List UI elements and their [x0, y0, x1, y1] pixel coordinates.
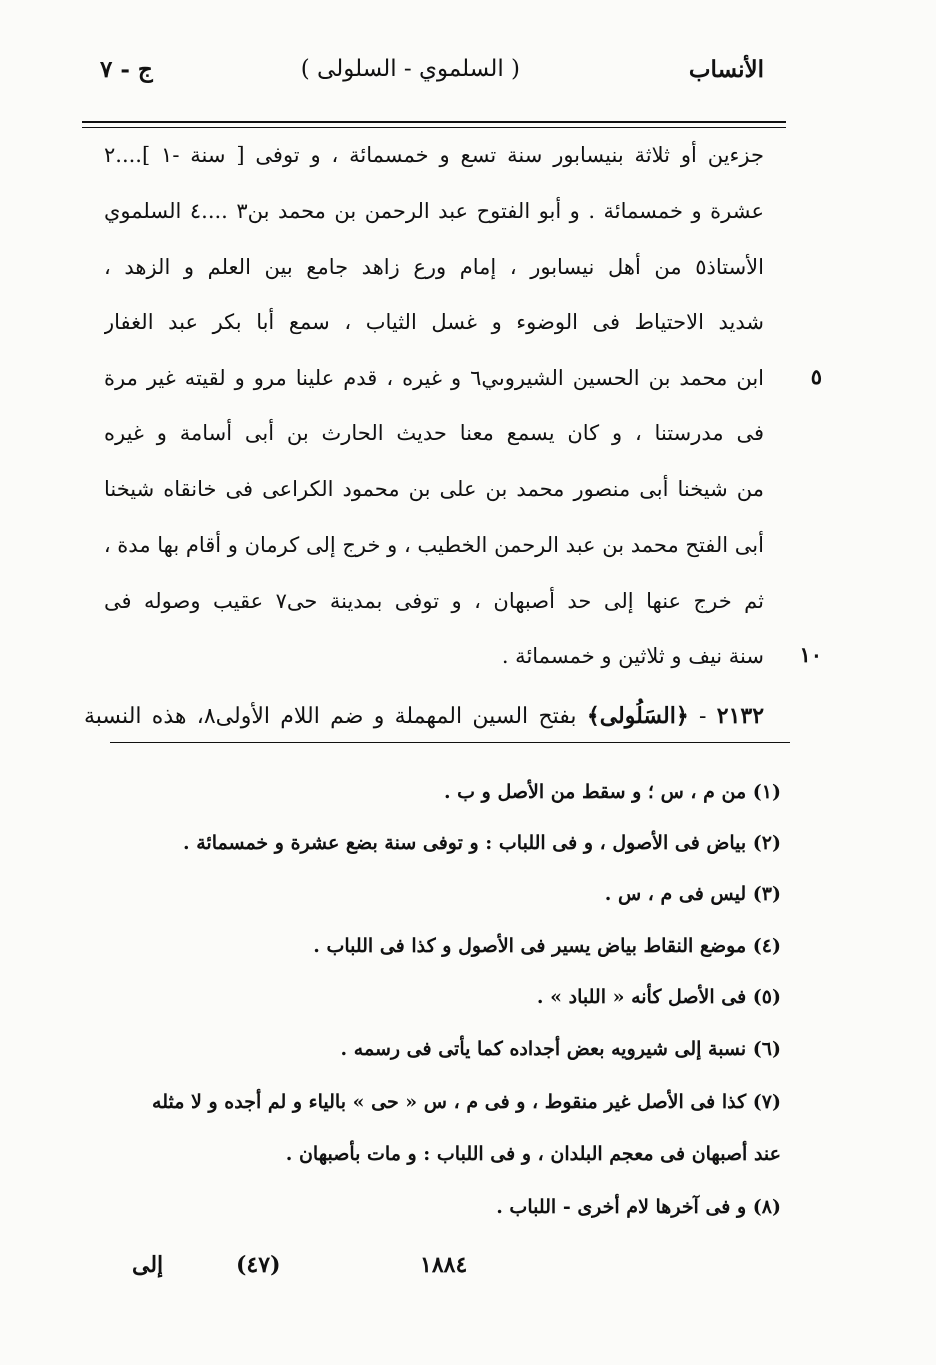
- entry-number: ٢١٣٢: [716, 703, 765, 729]
- volume-label: ج - ٧: [100, 56, 153, 83]
- footnote: (١) من م ، س ؛ و سقط من الأصل و ب .: [443, 781, 781, 803]
- body-line: ابن محمد بن الحسين الشيروىي٦ و غيره ، قدم علينا مرو و لقيته غير مرة: [104, 366, 764, 390]
- running-title: الأنساب: [688, 56, 764, 83]
- body-line: ثم خرج عنها إلى حد أصبهان ، و توفى بمدينة حى٧ عقيب وصوله فى: [104, 589, 764, 613]
- line-number: ١٠: [799, 642, 822, 667]
- footnote: (٣) ليس فى م ، س .: [604, 883, 781, 905]
- footnote: (٧) كذا فى الأصل غير منقوط ، و فى م ، س « حى » بالياء و لم أجده و لا مثله: [152, 1091, 781, 1113]
- catchword: إلى: [132, 1252, 164, 1278]
- body-line: فى مدرستنا ، و كان يسمع معنا حديث الحارث بن أبى أسامة و غيره: [104, 421, 764, 445]
- footnote-separator: [110, 742, 790, 743]
- footnote: (٥) فى الأصل كأنه « اللباد » .: [536, 986, 781, 1008]
- entry-heading: [84, 700, 764, 733]
- body-line: عشرة و خمسمائة . و أبو الفتوح عبد الرحمن بن محمد بن٣ ....٤ السلموي: [104, 199, 764, 223]
- footnote: (٨) و فى آخرها لام أخرى - اللباب .: [496, 1196, 781, 1218]
- header-rule-thin: [82, 127, 786, 128]
- page-number: ١٨٨٤: [420, 1252, 468, 1278]
- body-line: سنة نيف و ثلاثين و خمسمائة .: [501, 644, 764, 668]
- body-line: من شيخنا أبى منصور محمد بن على بن محمود الكراعى فى خانقاه شيخنا: [104, 477, 764, 501]
- footnote: (٤) موضع النقاط بياض يسير فى الأصول و كذا فى اللباب .: [313, 935, 781, 957]
- body-line: الأستاذ٥ من أهل نيسابور ، إمام ورع زاهد جامع بين العلم و الزهد ،: [104, 255, 764, 279]
- entry-text: بفتح السين المهملة و ضم اللام الأولى٨، هذه النسبة: [84, 704, 577, 729]
- body-line: جزءين أو ثلاثة بنيسابور سنة تسع و خمسمائة ، و توفى [ سنة -١ ]....٢: [104, 143, 764, 167]
- entry-dash: -: [699, 704, 707, 729]
- page-heading: ( السلموي - السلولى ): [300, 56, 520, 82]
- body-line: شديد الاحتياط فى الوضوء و غسل الثياب ، سمع أبا بكر عبد الغفار: [104, 310, 764, 334]
- signature-mark: (٤٧): [236, 1252, 281, 1278]
- header-rule-thick: [82, 121, 786, 123]
- footnote: (٢) بياض فى الأصول ، و فى اللباب : و توفى سنة بضع عشرة و خمسمائة .: [183, 832, 781, 854]
- line-number: ٥: [810, 364, 822, 389]
- footnote-continuation: عند أصبهان فى معجم البلدان ، و فى اللباب : و مات بأصبهان .: [285, 1143, 781, 1165]
- body-line: أبى الفتح محمد بن عبد الرحمن الخطيب ، و خرج إلى كرمان و أقام بها مدة ،: [104, 533, 764, 557]
- entry-name: ﴿السَلُولى﴾: [586, 703, 689, 729]
- footnote: (٦) نسبة إلى شيرويه بعض أجداده كما يأتى فى رسمه .: [340, 1038, 781, 1060]
